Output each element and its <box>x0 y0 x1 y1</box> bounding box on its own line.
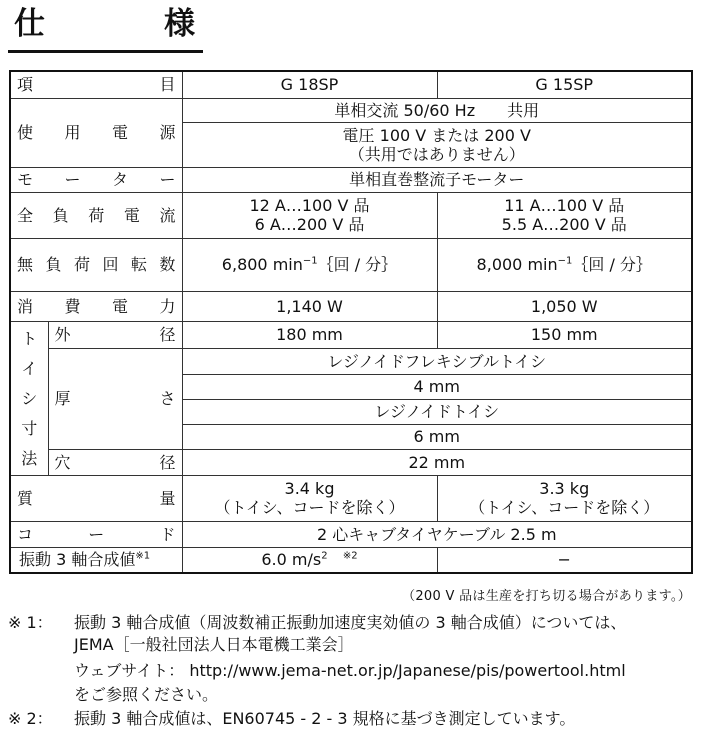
label-char: 電 <box>111 123 128 142</box>
title-underline <box>8 50 203 53</box>
label-char: 径 <box>159 325 176 344</box>
label-char: 法 <box>21 448 38 468</box>
speed-a <box>182 238 437 291</box>
label-char: 穴 <box>54 452 71 472</box>
label-char: 目 <box>159 75 176 95</box>
wheel-hole-value: 22 mm <box>182 449 692 475</box>
current-a-200v: 6 A…200 V 品 <box>254 215 365 234</box>
vibration-label-text: 振動 3 軸合成値 <box>19 550 136 570</box>
wheel-flex-name-row <box>10 348 692 374</box>
label-char: 径 <box>159 452 176 472</box>
mass-a <box>182 475 437 521</box>
current-a <box>182 192 437 238</box>
speed-b-unit: ｛回 / 分｝ <box>572 255 652 274</box>
current-b <box>437 192 692 238</box>
label-char: ト <box>21 328 38 348</box>
label-char: 項 <box>17 75 34 95</box>
label-char: 荷 <box>73 255 90 274</box>
speed-b <box>437 238 692 291</box>
current-b-100v: 11 A…100 V 品 <box>504 196 625 215</box>
mass-a-note: （トイシ、コードを除く） <box>214 498 405 517</box>
label-char: 質 <box>17 488 34 508</box>
current-label <box>10 192 182 238</box>
header-item-label <box>10 71 182 98</box>
wheel-outer-label <box>48 321 182 348</box>
label-char: イ <box>21 358 38 378</box>
speed-a-value: 6,800 min <box>221 255 303 274</box>
wheel-outer-row <box>10 321 692 348</box>
vibration-label <box>10 547 182 573</box>
mass-b <box>437 475 692 521</box>
cord-value: 2 心キャブタイヤケーブル 2.5 m <box>182 521 692 547</box>
footnote-1-line-2: JEMA［一般社団法人日本電機工業会］ <box>74 635 354 654</box>
title-char-left: 仕 <box>14 6 45 42</box>
label-char: 負 <box>45 255 62 274</box>
label-char: 寸 <box>21 418 38 438</box>
motor-value: 単相直巻整流子モーター <box>182 167 692 192</box>
vibration-b: − <box>437 547 692 573</box>
power-voltage <box>182 122 692 167</box>
label-char: ー <box>88 524 105 544</box>
vibration-a-exponent: 2 <box>321 550 328 562</box>
wheel-outer-b: 150 mm <box>437 321 692 348</box>
power-label <box>10 98 182 167</box>
label-char: ド <box>159 524 176 544</box>
wheel-outer-a: 180 mm <box>182 321 437 348</box>
speed-b-exponent: −1 <box>557 255 573 267</box>
label-char: 外 <box>54 325 71 344</box>
power-voltage-line: 電圧 100 V または 200 V <box>342 125 531 145</box>
vibration-label-mark: ※1 <box>135 550 151 562</box>
motor-row <box>10 167 692 192</box>
wheel-flex-thickness: 4 mm <box>182 374 692 399</box>
label-char: ー <box>64 170 81 189</box>
speed-b-value: 8,000 min <box>476 255 558 274</box>
label-char: 用 <box>64 123 81 142</box>
label-char: 転 <box>130 255 147 274</box>
footnote-1 <box>8 612 626 634</box>
label-char: 荷 <box>88 205 105 225</box>
label-char: 無 <box>17 255 34 274</box>
cord-label <box>10 521 182 547</box>
vibration-a-mark: ※2 <box>342 550 358 562</box>
speed-label <box>10 238 182 291</box>
label-char: ー <box>159 170 176 189</box>
power-row <box>10 98 692 122</box>
footnote-1-line-4: をご参照ください。 <box>74 685 219 704</box>
mass-label <box>10 475 182 521</box>
label-char: 電 <box>123 205 140 225</box>
current-a-100v: 12 A…100 V 品 <box>249 196 370 215</box>
label-char: 量 <box>159 488 176 508</box>
label-char: 流 <box>159 205 176 225</box>
footnote-1-mark: ※ 1： <box>8 613 53 632</box>
cord-row <box>10 521 692 547</box>
footnote-2 <box>8 708 575 730</box>
spec-table <box>9 70 693 574</box>
vibration-row <box>10 547 692 573</box>
consumption-row <box>10 291 692 321</box>
mass-b-note: （トイシ、コードを除く） <box>469 498 660 517</box>
label-char: 源 <box>159 123 176 142</box>
label-char: 回 <box>102 255 119 274</box>
label-char: 使 <box>17 123 34 142</box>
label-char: 電 <box>111 296 128 316</box>
label-char: タ <box>111 170 128 189</box>
label-char: さ <box>159 389 176 408</box>
model-b-header: G 15SP <box>437 71 692 98</box>
speed-row <box>10 238 692 291</box>
speed-a-unit: ｛回 / 分｝ <box>317 255 398 274</box>
mass-b-value: 3.3 kg <box>539 479 590 498</box>
consumption-a: 1,140 W <box>182 291 437 321</box>
vibration-a-value: 6.0 m/s <box>261 550 322 570</box>
power-frequency: 単相交流 50/60 Hz 共用 <box>182 98 692 122</box>
title-char-right: 様 <box>164 6 195 42</box>
label-char: 力 <box>159 296 176 316</box>
wheel-thickness-label <box>48 348 182 449</box>
label-char: 数 <box>159 255 176 274</box>
label-char: コ <box>17 524 34 544</box>
label-char: 消 <box>17 296 34 316</box>
wheel-hole-label <box>48 449 182 475</box>
footnote-2-line-1: 振動 3 軸合成値は、EN60745 - 2 - 3 規格に基づき測定しています。 <box>74 709 576 728</box>
wheel-group-label <box>10 321 48 475</box>
label-char: 厚 <box>54 389 71 408</box>
wheel-hole-row <box>10 449 692 475</box>
current-row <box>10 192 692 238</box>
speed-a-exponent: −1 <box>302 255 318 267</box>
label-char: モ <box>17 170 34 189</box>
label-char: 費 <box>64 296 81 316</box>
label-char: シ <box>21 388 38 408</box>
header-row <box>10 71 692 98</box>
consumption-label <box>10 291 182 321</box>
motor-label <box>10 167 182 192</box>
wheel-resin-name: レジノイドトイシ <box>182 399 692 424</box>
vibration-a <box>182 547 437 573</box>
mass-row <box>10 475 692 521</box>
label-char: 負 <box>52 205 69 225</box>
mass-a-value: 3.4 kg <box>284 479 335 498</box>
current-b-200v: 5.5 A…200 V 品 <box>501 215 627 234</box>
consumption-b: 1,050 W <box>437 291 692 321</box>
footnote-1-line-1: 振動 3 軸合成値（周波数補正振動加速度実効値の 3 軸合成値）については、 <box>74 613 627 632</box>
model-a-header: G 18SP <box>182 71 437 98</box>
page-title <box>8 4 203 50</box>
production-note: （200 V 品は生産を打ち切る場合があります。） <box>402 589 691 604</box>
wheel-resin-thickness: 6 mm <box>182 424 692 449</box>
label-char: 全 <box>17 205 34 225</box>
wheel-flex-name: レジノイドフレキシブルトイシ <box>182 348 692 374</box>
power-voltage-note: （共用ではありません） <box>348 144 525 164</box>
footnote-2-mark: ※ 2： <box>8 709 53 728</box>
footnote-1-line-3: ウェブサイト： http://www.jema-net.or.jp/Japanese/pis/powertool.html <box>74 661 626 680</box>
